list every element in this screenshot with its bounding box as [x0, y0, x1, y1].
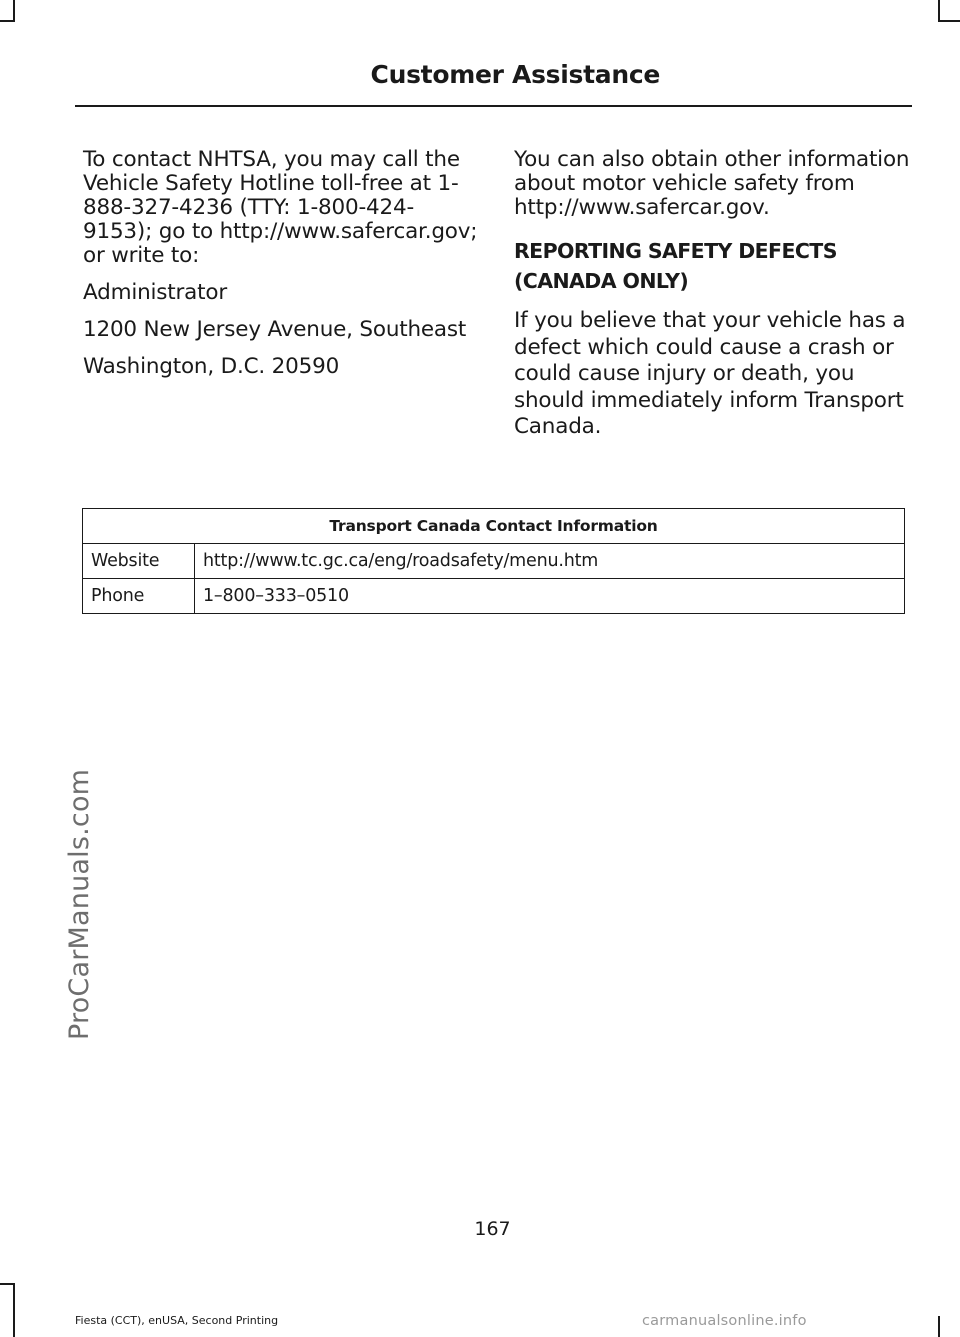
left-column [83, 148, 483, 392]
section-heading [514, 236, 910, 296]
table-cell-label: Phone [83, 579, 195, 614]
crop-mark [0, 20, 15, 22]
title-divider [75, 105, 912, 107]
table-row [83, 544, 905, 579]
footer-edition: Fiesta (CCT), enUSA, Second Printing [75, 1314, 279, 1327]
crop-mark [0, 1283, 15, 1285]
table-cell-value: 1–800–333–0510 [195, 579, 905, 614]
nhtsa-contact-paragraph: To contact NHTSA, you may call the Vehicle Safety Hotline toll-free at 1-888-327-4236 (TTY: 1-800-424-9153); go to http://www.safercar.gov; or write to: [83, 147, 478, 268]
table-title: Transport Canada Contact Information [83, 509, 905, 544]
crop-mark [938, 0, 940, 22]
safety-info-paragraph: You can also obtain other information about motor vehicle safety from http://www.safercar.gov. [514, 147, 910, 220]
table-cell-value: http://www.tc.gc.ca/eng/roadsafety/menu.htm [195, 544, 905, 579]
side-watermark: ProCarManuals.com [64, 768, 95, 1040]
address-line-street: 1200 New Jersey Avenue, Southeast [83, 317, 467, 342]
table-header-row [83, 509, 905, 544]
address-line-recipient: Administrator [83, 280, 227, 305]
right-column [514, 148, 910, 454]
section-heading-line: REPORTING SAFETY DEFECTS [514, 239, 837, 263]
page-title: Customer Assistance [370, 60, 660, 89]
table-cell-label: Website [83, 544, 195, 579]
contact-table [82, 508, 905, 614]
footer-watermark: carmanualsonline.info [642, 1313, 807, 1329]
crop-mark [938, 20, 960, 22]
crop-mark [13, 1283, 15, 1337]
table-row [83, 579, 905, 614]
section-heading-line: (CANADA ONLY) [514, 269, 689, 293]
crop-mark [13, 0, 15, 22]
defect-report-paragraph: If you believe that your vehicle has a defect which could cause a crash or could cause injury or death, you should immediately inform Transport Canada. [514, 308, 906, 439]
address-line-city: Washington, D.C. 20590 [83, 354, 340, 379]
page-number: 167 [474, 1218, 511, 1240]
crop-mark [938, 1316, 940, 1337]
